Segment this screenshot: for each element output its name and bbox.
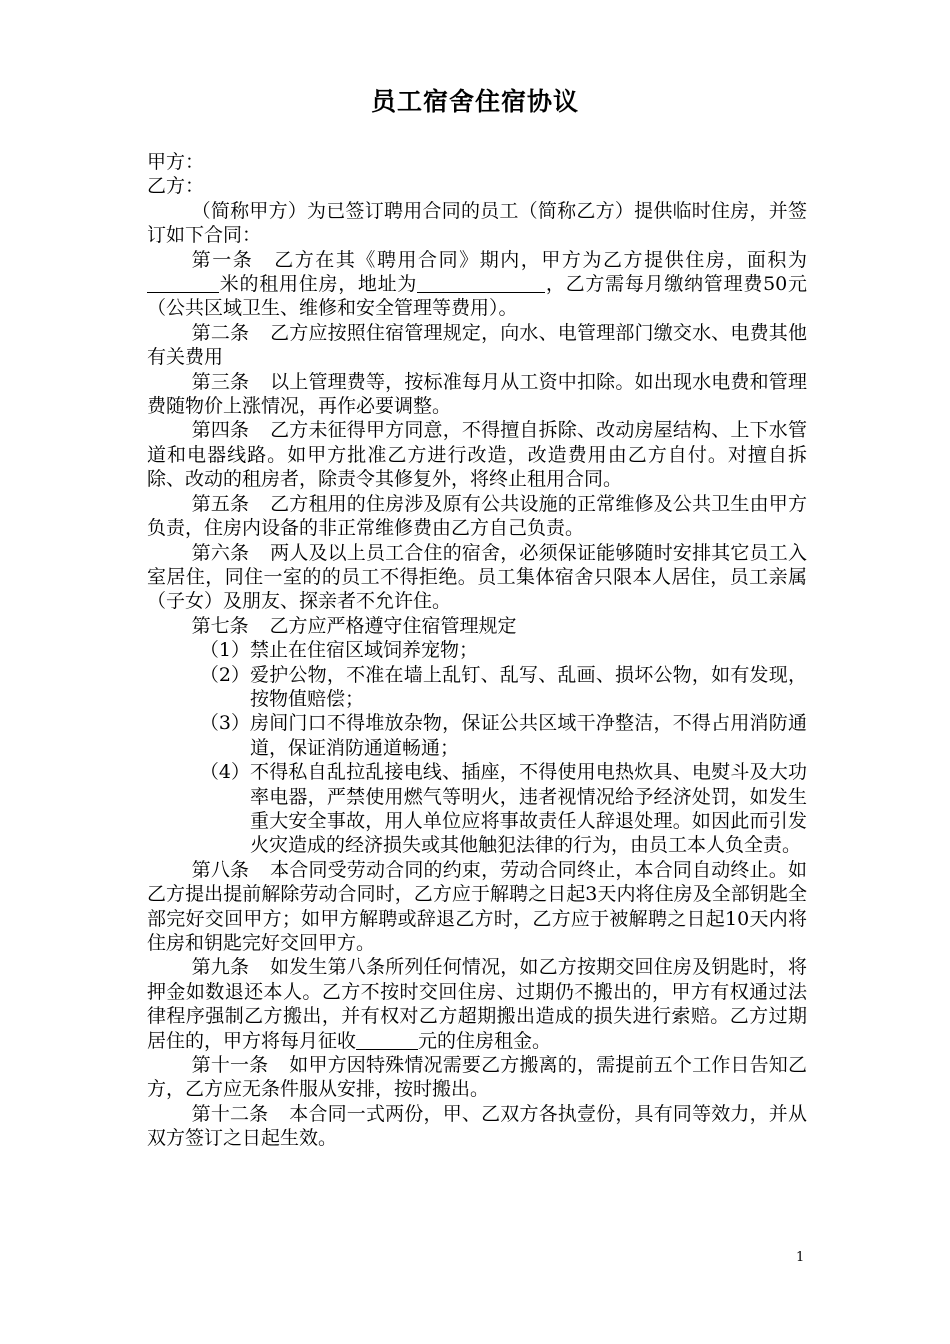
article-12 — [147, 1102, 807, 1151]
document-body — [147, 150, 807, 1151]
item-number: （4） — [199, 761, 250, 784]
article-text: ，乙方需每月缴纳管理费50元（公共区域卫生、维修和安全管理等费用）。 — [147, 273, 807, 320]
article-text: 米的租用住房，地址为 — [219, 273, 418, 296]
document-title: 员工宿舍住宿协议 — [370, 87, 579, 116]
article-label: 第七条 — [191, 614, 249, 637]
article-1 — [147, 248, 807, 321]
article-6 — [147, 541, 807, 614]
list-item — [147, 663, 807, 712]
party-a-line: 甲方： — [147, 151, 205, 173]
article-11 — [147, 1053, 807, 1102]
item-number: （3） — [199, 712, 250, 735]
article-label: 第五条 — [191, 492, 250, 515]
rent-blank — [356, 1030, 418, 1050]
list-item — [147, 638, 807, 662]
article-text: 本合同一式两份，甲、乙双方各执壹份，具有同等效力，并从双方签订之日起生效。 — [147, 1102, 807, 1150]
article-text: 两人及以上员工合住的宿舍，必须保证能够随时安排其它员工入室居住，同住一室的的员工不得拒绝。员工集体宿舍只限本人居住，员工亲属（子女）及朋友、探亲者不允许住。 — [147, 541, 807, 613]
party-b-line: 乙方： — [147, 175, 205, 198]
article-4 — [147, 418, 807, 491]
intro-paragraph: （简称甲方）为已签订聘用合同的员工（简称乙方）提供临时住房，并签订如下合同： — [147, 199, 807, 247]
article-label: 第三条 — [191, 370, 250, 393]
article-label: 第十一条 — [191, 1054, 269, 1077]
item-number: （1） — [199, 639, 250, 662]
list-item — [147, 760, 807, 858]
article-5 — [147, 492, 807, 541]
article-text: 以上管理费等，按标准每月从工资中扣除。如出现水电费和管理费随物价上涨情况，再作必要调整。 — [147, 370, 807, 418]
article-7 — [147, 614, 807, 638]
article-text: 乙方未征得甲方同意，不得擅自拆除、改动房屋结构、上下水管道和电器线路。如甲方批准乙方进行改造，改造费用由乙方自付。对擅自拆除、改动的租房者，除责令其修复外，将终止租用合同。 — [147, 419, 807, 491]
article-text: 乙方在其《聘用合同》期内，甲方为乙方提供住房，面积为 — [274, 248, 807, 271]
article-text: 乙方租用的住房涉及原有公共设施的正常维修及公共卫生由甲方负责，住房内设备的非正常维修费由乙方自己负责。 — [147, 492, 807, 540]
area-blank — [147, 273, 219, 293]
article-label: 第十二条 — [191, 1102, 269, 1125]
article-2 — [147, 321, 807, 370]
article-text: 元的住房租金。 — [418, 1029, 552, 1052]
article-label: 第八条 — [191, 858, 250, 881]
article-label: 第一条 — [191, 248, 254, 271]
page-number: 1 — [796, 1250, 805, 1265]
article-text: 本合同受劳动合同的约束，劳动合同终止，本合同自动终止。如乙方提出提前解除劳动合同时，乙方应于解聘之日起3天内将住房及全部钥匙全部完好交回甲方；如甲方解聘或辞退乙方时，乙方应于被解聘之日起10天内将住房和钥匙完好交回甲方。 — [147, 858, 807, 954]
item-text: 房间门口不得堆放杂物，保证公共区域干净整洁，不得占用消防通道，保证消防通道畅通； — [250, 712, 807, 759]
item-text: 爱护公物，不准在墙上乱钉、乱写、乱画、损坏公物，如有发现，按物值赔偿； — [250, 663, 807, 710]
article-label: 第九条 — [191, 956, 250, 979]
article-label: 第二条 — [191, 321, 250, 344]
article-text: 乙方应按照住宿管理规定，向水、电管理部门缴交水、电费其他有关费用 — [147, 321, 807, 369]
article-label: 第四条 — [191, 419, 250, 442]
article-8 — [147, 858, 807, 956]
article-text: 如发生第八条所列任何情况，如乙方按期交回住房及钥匙时，将押金如数退还本人。乙方不按时交回住房、过期仍不搬出的，甲方有权通过法律程序强制乙方搬出，并有权对乙方超期搬出造成的损失进行索赔。乙方过期居住的，甲方将每月征收 — [147, 956, 807, 1052]
list-item — [147, 711, 807, 760]
item-number: （2） — [199, 663, 250, 686]
item-text: 不得私自乱拉乱接电线、插座，不得使用电热炊具、电熨斗及大功率电器，严禁使用燃气等明火，违者视情况给予经济处罚，如发生重大安全事故，用人单位应将事故责任人辞退处理。如因此而引发火灾造成的经济损失或其他触犯法律的行为，由员工本人负全责。 — [250, 761, 807, 857]
address-blank — [417, 273, 545, 293]
item-text: 禁止在住宿区域饲养宠物； — [250, 639, 479, 662]
article-text: 乙方应严格遵守住宿管理规定 — [269, 614, 517, 637]
article-9 — [147, 955, 807, 1053]
article-text: 如甲方因特殊情况需要乙方搬离的，需提前五个工作日告知乙方，乙方应无条件服从安排，按时搬出。 — [147, 1054, 807, 1101]
article-3 — [147, 370, 807, 419]
article-label: 第六条 — [191, 541, 250, 564]
